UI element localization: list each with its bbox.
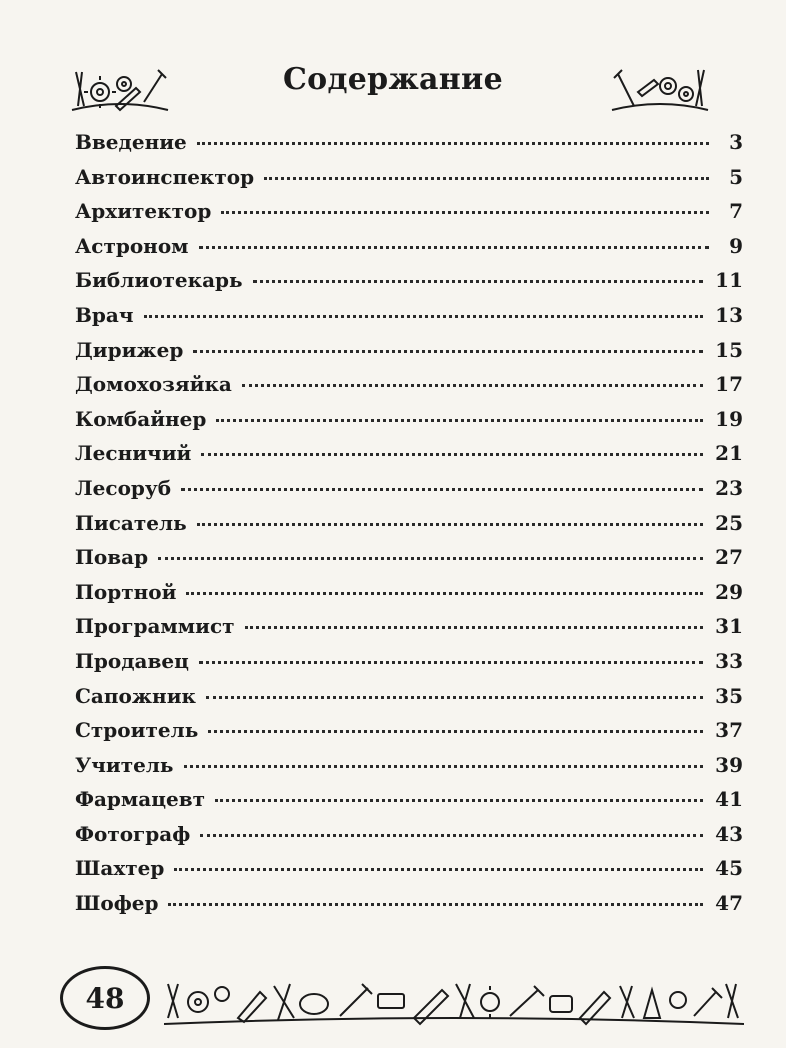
dot-leader <box>208 724 703 733</box>
page-title: Содержание <box>283 62 503 97</box>
toc-entry <box>75 441 743 476</box>
toc-entry <box>75 718 743 753</box>
toc-entry-page: 29 <box>715 579 743 604</box>
toc-entry <box>75 130 743 165</box>
toc-entry <box>75 614 743 649</box>
toc-entry <box>75 511 743 546</box>
toc-entry-page: 31 <box>715 614 743 639</box>
toc-entry-page: 43 <box>715 821 743 846</box>
toc-entry-label: Врач <box>75 302 134 327</box>
toc-entry-page: 13 <box>715 302 743 327</box>
toc-entry-label: Программист <box>75 614 235 639</box>
toc-entry-page: 5 <box>729 164 743 189</box>
dot-leader <box>245 620 704 629</box>
toc-entry <box>75 268 743 303</box>
toc-entry <box>75 303 743 338</box>
toc-entry-page: 3 <box>729 130 743 154</box>
dot-leader <box>200 828 703 837</box>
toc-entry-label: Шахтер <box>75 856 165 881</box>
toc-entry-label: Библиотекарь <box>75 268 243 293</box>
toc-entry <box>75 165 743 200</box>
toc-entry-label: Архитектор <box>75 199 212 224</box>
toc-entry <box>75 649 743 684</box>
dot-leader <box>181 482 703 491</box>
dot-leader <box>197 517 704 526</box>
toc-entry <box>75 684 743 719</box>
table-of-contents <box>75 130 743 926</box>
toc-entry-page: 17 <box>715 372 743 397</box>
toc-entry-page: 25 <box>715 510 743 535</box>
toc-entry-page: 23 <box>715 475 743 500</box>
toc-entry-page: 47 <box>715 891 743 916</box>
dot-leader <box>216 413 703 422</box>
dot-leader <box>199 655 703 664</box>
dot-leader <box>168 897 703 906</box>
toc-entry <box>75 822 743 857</box>
toc-entry-page: 37 <box>715 718 743 743</box>
dot-leader <box>199 240 709 249</box>
dot-leader <box>193 344 703 353</box>
toc-entry-label: Фотограф <box>75 821 191 846</box>
page-header <box>0 58 786 118</box>
dot-leader <box>215 793 703 802</box>
toc-entry <box>75 787 743 822</box>
page-footer <box>60 966 750 1036</box>
tools-ornament-icon <box>610 62 710 114</box>
toc-entry-page: 9 <box>729 233 743 258</box>
toc-entry <box>75 234 743 269</box>
toc-entry-page: 21 <box>715 441 743 466</box>
toc-entry-page: 19 <box>715 406 743 431</box>
toc-entry-label: Комбайнер <box>75 406 207 431</box>
toc-entry-label: Лесничий <box>75 441 192 466</box>
toc-entry-label: Продавец <box>75 648 189 673</box>
toc-entry-page: 45 <box>715 856 743 881</box>
toc-entry-label: Введение <box>75 130 187 154</box>
toc-entry <box>75 580 743 615</box>
toc-entry-label: Писатель <box>75 510 187 535</box>
toc-entry-label: Домохозяйка <box>75 372 232 397</box>
toc-entry-page: 35 <box>715 683 743 708</box>
toc-entry-label: Портной <box>75 579 177 604</box>
toc-entry-page: 39 <box>715 752 743 777</box>
toc-entry-label: Дирижер <box>75 337 184 362</box>
toc-entry-page: 27 <box>715 545 743 570</box>
dot-leader <box>221 205 709 214</box>
toc-entry-label: Астроном <box>75 233 189 258</box>
dot-leader <box>186 586 703 595</box>
toc-entry-page: 15 <box>715 337 743 362</box>
dot-leader <box>201 447 703 456</box>
dot-leader <box>253 274 704 283</box>
toc-entry <box>75 891 743 926</box>
toc-entry-label: Лесоруб <box>75 475 172 500</box>
toc-entry-label: Сапожник <box>75 683 196 708</box>
toc-entry <box>75 407 743 442</box>
toc-entry <box>75 338 743 373</box>
toc-entry-label: Повар <box>75 545 149 570</box>
dot-leader <box>264 171 709 180</box>
toc-entry-label: Фармацевт <box>75 787 206 812</box>
toc-entry-page: 33 <box>715 648 743 673</box>
professions-tools-border-icon <box>164 972 744 1028</box>
dot-leader <box>144 309 704 318</box>
toc-entry-page: 41 <box>715 787 743 812</box>
toc-entry <box>75 856 743 891</box>
toc-entry-page: 11 <box>715 268 743 293</box>
dot-leader <box>197 136 709 145</box>
toc-entry <box>75 372 743 407</box>
dot-leader <box>184 759 704 768</box>
toc-entry-label: Учитель <box>75 752 174 777</box>
dot-leader <box>206 690 703 699</box>
dot-leader <box>174 862 703 871</box>
toc-entry <box>75 753 743 788</box>
dot-leader <box>242 378 703 387</box>
toc-entry <box>75 476 743 511</box>
dot-leader <box>158 551 703 560</box>
toc-entry-label: Шофер <box>75 891 159 916</box>
toc-entry-label: Автоинспектор <box>75 164 255 189</box>
toc-entry-label: Строитель <box>75 718 199 743</box>
toc-entry-page: 7 <box>729 199 743 224</box>
page-number: 48 <box>60 966 150 1030</box>
toc-entry <box>75 199 743 234</box>
toc-entry <box>75 545 743 580</box>
